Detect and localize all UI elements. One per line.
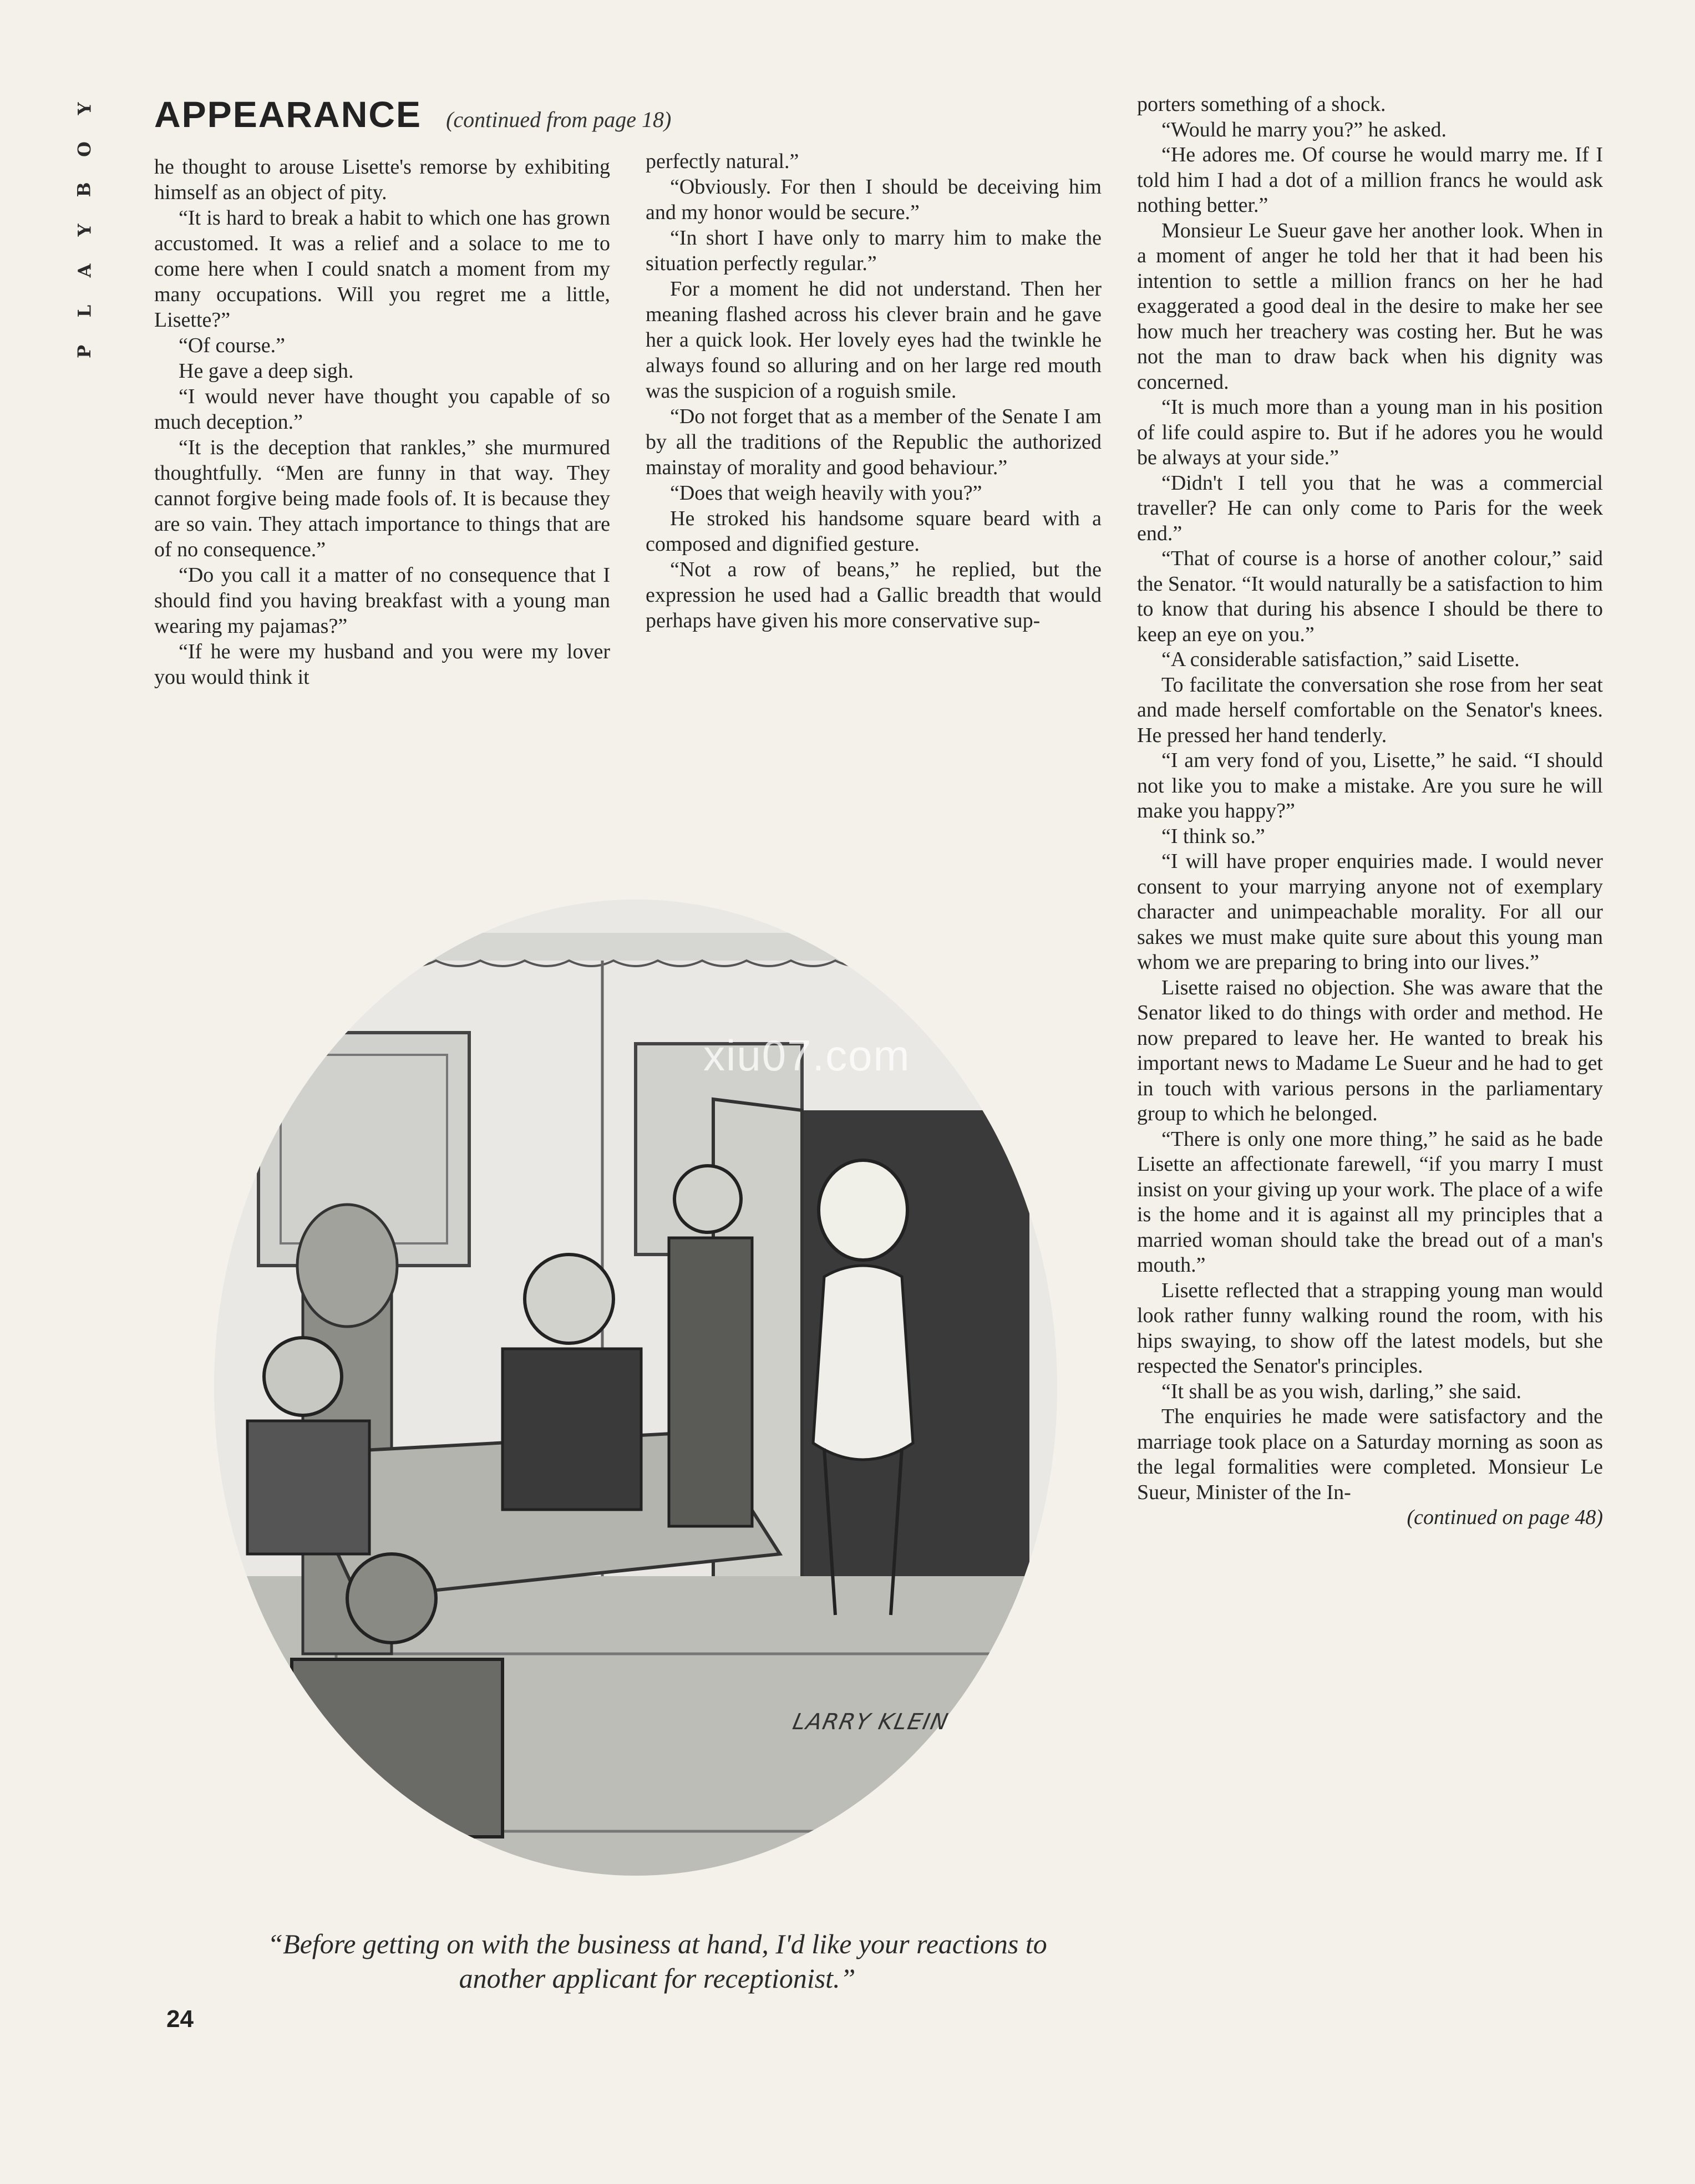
watermark: xiu07.com xyxy=(703,1031,911,1080)
paragraph: “Does that weigh heavily with you?” xyxy=(670,481,982,505)
paragraph: “It is the deception that rankles,” she murmured thoughtfully. “Men are funny in that way. They cannot forgive being made fools of. It is because they are so vain. They attach importance to things that are of no consequence.” xyxy=(154,436,610,561)
paragraph: “I think so.” xyxy=(1161,824,1265,848)
paragraph: Lisette reflected that a strapping young man would look rather funny walking round the room, with his hips swaying, to show off the latest models, but she respected the Senator's principles. xyxy=(1137,1278,1603,1378)
paragraph: “Not a row of beans,” he replied, but the expression he used had a Gallic breadth that would perhaps have given his more conservative sup- xyxy=(646,558,1102,632)
article-title: APPEARANCE xyxy=(154,94,422,135)
paragraph: porters something of a shock. xyxy=(1137,93,1386,116)
paragraph: “Didn't I tell you that he was a commercial traveller? He can only come to Paris for the week end.” xyxy=(1137,471,1603,545)
continued-from-note: (continued from page 18) xyxy=(446,107,672,132)
paragraph: “In short I have only to marry him to make the situation perfectly regular.” xyxy=(646,226,1102,275)
paragraph: “There is only one more thing,” he said as he bade Lisette an affectionate farewell, “if you marry I must insist on your giving up your work. The place of a wife is the home and it is against all my principles that a married woman should take the bread out of a man's mouth.” xyxy=(1137,1127,1603,1277)
artist-signature: LARRY KLEIN xyxy=(790,1709,951,1735)
page-number: 24 xyxy=(166,2005,194,2033)
paragraph: “It is hard to break a habit to which one has grown accustomed. It was a relief and a solace to me to come here when I could snatch a moment from my many occupations. Will you regret me a little, Lisette?” xyxy=(154,206,610,332)
paragraph: “Would he marry you?” he asked. xyxy=(1161,118,1447,141)
man-back-view xyxy=(347,1554,436,1643)
masthead-letter: A xyxy=(73,263,95,278)
paragraph: “I would never have thought you capable of so much deception.” xyxy=(154,385,610,434)
paragraph: “If he were my husband and you were my lover you would think it xyxy=(154,640,610,689)
article-header xyxy=(154,93,671,135)
paragraph: He stroked his handsome square beard with a composed and dignified gesture. xyxy=(646,507,1102,556)
masthead-letter: Y xyxy=(74,224,95,237)
armchair xyxy=(292,1659,503,1837)
seated-executive xyxy=(525,1254,613,1343)
paragraph: “Do you call it a matter of no consequence that I should find you having breakfast with a young man wearing my pajamas?” xyxy=(154,563,610,638)
masthead-letter: Y xyxy=(74,102,95,115)
paragraph: Lisette raised no objection. She was aware that the Senator liked to do things with order and method. He now prepared to leave her. He wanted to break his important news to Madame Le Sueur and he had to get in touch with various persons in the parliamentary group to which he belonged. xyxy=(1137,976,1603,1125)
paragraph: “Do not forget that as a member of the Senate I am by all the traditions of the Republic the authorized mainstay of morality and good behaviour.” xyxy=(646,405,1102,479)
paragraph: He gave a deep sigh. xyxy=(179,359,354,383)
paragraph: For a moment he did not understand. Then her meaning flashed across his clever brain and he gave her a quick look. Her lovely eyes had the twinkle he always found so alluring and on her large red mouth was the suspicion of a roguish smile. xyxy=(646,277,1102,403)
paragraph: “It is much more than a young man in his position of life could aspire to. But if he adores you he would be always at your side.” xyxy=(1137,395,1603,469)
masthead-letter: L xyxy=(74,304,95,318)
playboy-masthead xyxy=(73,100,95,360)
woman-applicant xyxy=(819,1160,907,1260)
paragraph: “He adores me. Of course he would marry me. If I told him I had a dot of a million francs he would ask nothing better.” xyxy=(1137,143,1603,217)
paragraph: “I am very fond of you, Lisette,” he said. “I should not like you to make a mistake. Are you sure he will make you happy?” xyxy=(1137,749,1603,822)
bust-sculpture xyxy=(297,1205,397,1327)
paragraph: “Of course.” xyxy=(179,334,286,357)
paragraph: “A considerable satisfaction,” said Lisette. xyxy=(1161,648,1520,671)
paragraph: he thought to arouse Lisette's remorse by exhibiting himself as an object of pity. xyxy=(154,155,610,204)
paragraph: perfectly natural.” xyxy=(646,150,799,173)
masthead-letter: O xyxy=(74,141,95,157)
masthead-letter: P xyxy=(74,344,95,359)
cornice-molding xyxy=(214,933,1057,961)
text-column-3 xyxy=(1137,92,1603,1531)
continued-on-note: (continued on page 48) xyxy=(1407,1506,1603,1529)
paragraph: “I will have proper enquiries made. I would never consent to your marrying anyone not of exemplary character and unimpeachable morality. For all our sakes we must make quite sure about this young man whom we are preparing to bring into our lives.” xyxy=(1137,850,1603,974)
paragraph: “It shall be as you wish, darling,” she said. xyxy=(1161,1379,1522,1403)
masthead-letter: B xyxy=(73,182,95,197)
paragraph: “Obviously. For then I should be deceiving him and my honor would be secure.” xyxy=(646,175,1102,224)
paragraph: “That of course is a horse of another colour,” said the Senator. “It would naturally be a satisfaction to him to know that during his absence I should be there to keep an eye on you.” xyxy=(1137,547,1603,646)
text-column-1 xyxy=(154,154,610,690)
seated-man-left xyxy=(264,1338,342,1415)
paragraph: Monsieur Le Sueur gave her another look. When in a moment of anger he told her that it had been his intention to settle a million francs on her he had exaggerated a good deal in the desire to make her see how much her treachery was costing her. But he was not the man to draw back when his dignity was concerned. xyxy=(1137,219,1603,394)
cartoon-caption: “Before getting on with the business at hand, I'd like your reactions to another applicant for receptionist.” xyxy=(267,1928,1047,1994)
paragraph: The enquiries he made were satisfactory and the marriage took place on a Saturday morning as soon as the legal formalities were completed. Monsieur Le Sueur, Minister of the In- xyxy=(1137,1405,1603,1504)
paragraph: To facilitate the conversation she rose from her seat and made herself comfortable on the Senator's knees. He pressed her hand tenderly. xyxy=(1137,673,1603,747)
text-column-2 xyxy=(646,149,1102,633)
man-at-door xyxy=(674,1166,741,1232)
